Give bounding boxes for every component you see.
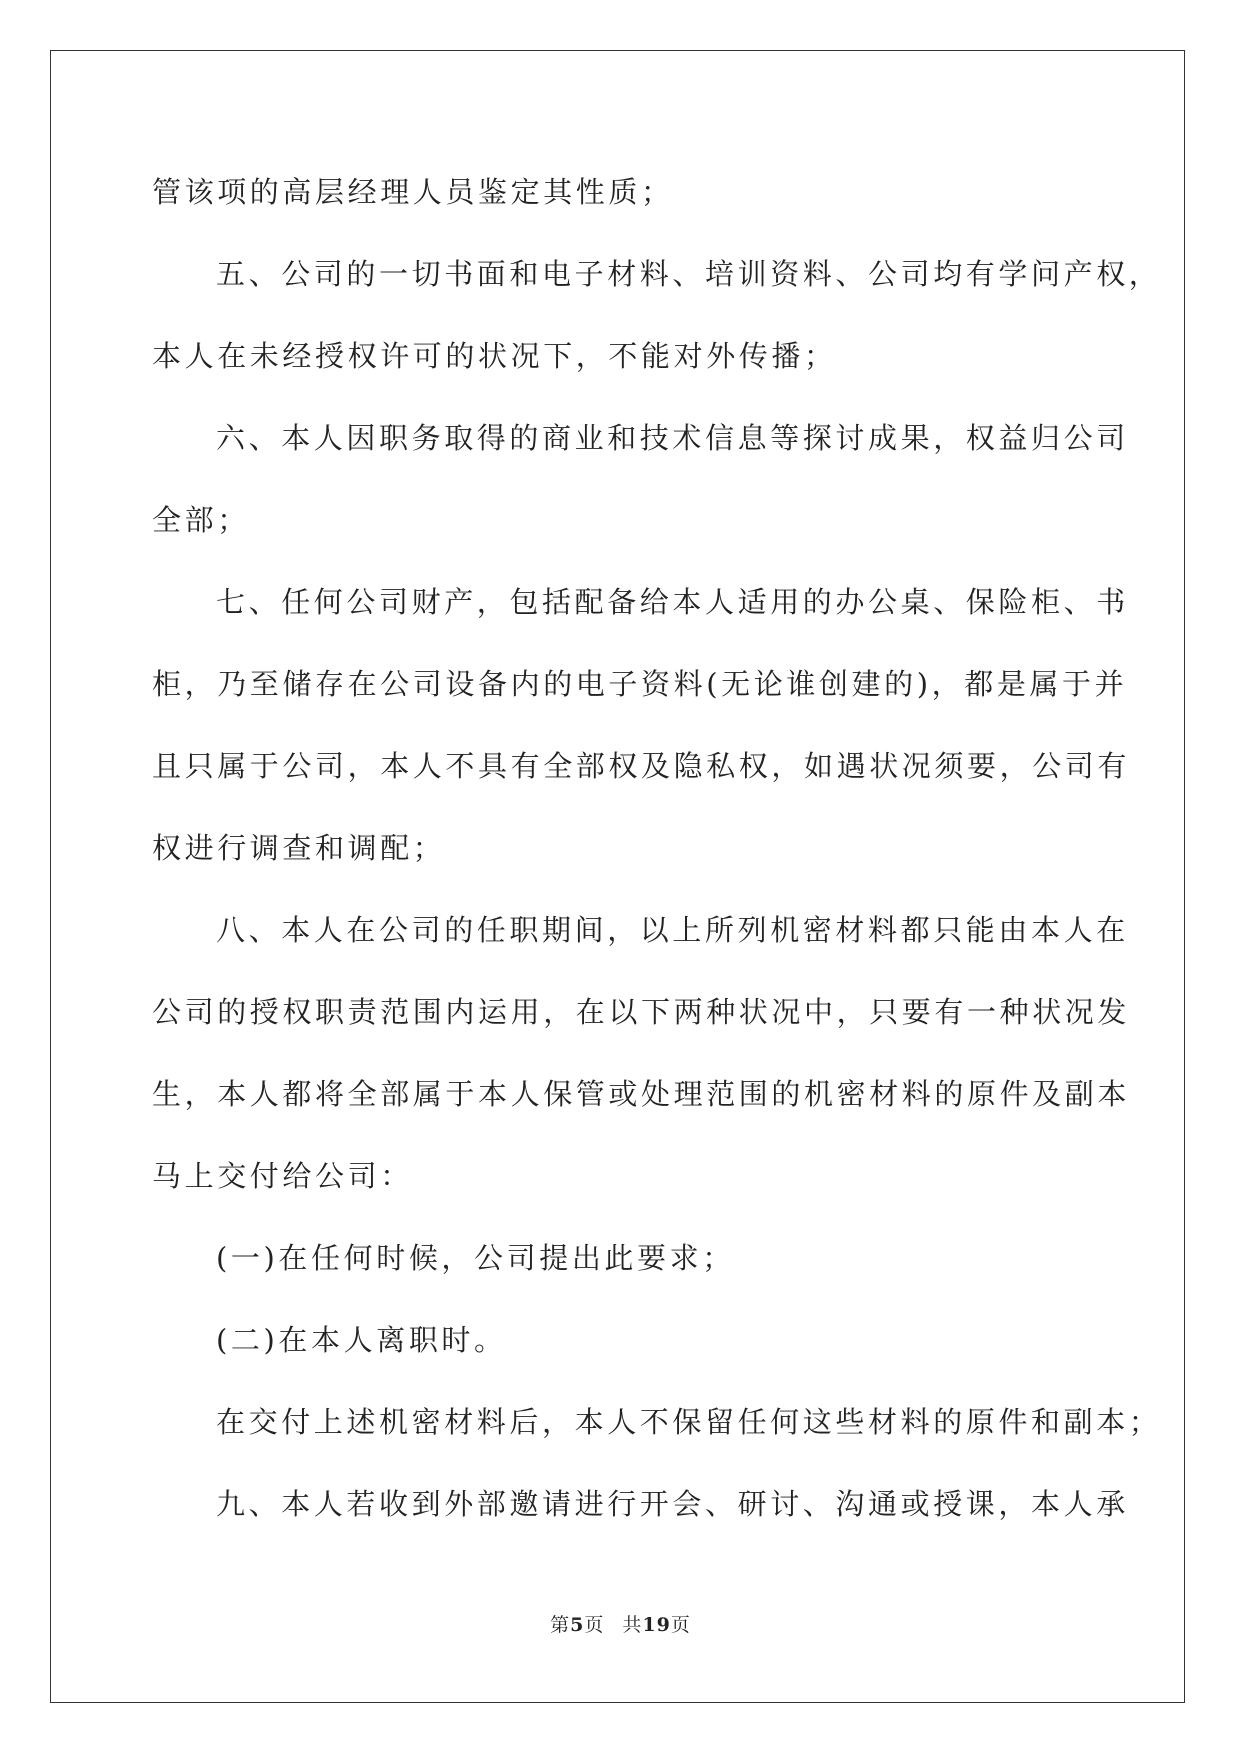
paragraph-line: 八、本人在公司的任职期间，以上所列机密材料都只能由本人在 xyxy=(216,913,1129,947)
footer-page-number: 5 xyxy=(570,1614,585,1636)
footer-total-suffix: 页 xyxy=(670,1614,691,1636)
paragraph-line: 生，本人都将全部属于本人保管或处理范围的机密材料的原件及副本 xyxy=(152,1077,1131,1111)
paragraph-line: 七、任何公司财产，包括配备给本人适用的办公桌、保险柜、书 xyxy=(216,585,1129,619)
document-body xyxy=(152,162,1162,1556)
paragraph-line: 柜，乃至储存在公司设备内的电子资料(无论谁创建的)，都是属于并 xyxy=(152,667,1128,701)
paragraph-line: 全部； xyxy=(152,503,250,537)
paragraph-line: 且只属于公司，本人不具有全部权及隐私权，如遇状况须要，公司有 xyxy=(152,749,1131,783)
paragraph-line: 在交付上述机密材料后，本人不保留任何这些材料的原件和副本； xyxy=(216,1405,1162,1439)
paragraph-line: 公司的授权职责范围内运用，在以下两种状况中，只要有一种状况发 xyxy=(152,995,1131,1029)
paragraph-line: (一)在任何时候，公司提出此要求； xyxy=(216,1241,735,1275)
paragraph-line: 马上交付给公司： xyxy=(152,1159,413,1193)
footer-page-suffix: 页 xyxy=(584,1614,605,1636)
paragraph-line: (二)在本人离职时。 xyxy=(216,1323,507,1357)
footer-total-pages: 19 xyxy=(642,1614,671,1636)
paragraph-line: 六、本人因职务取得的商业和技术信息等探讨成果，权益归公司 xyxy=(216,421,1129,455)
paragraph-line: 本人在未经授权许可的状况下，不能对外传播； xyxy=(152,339,837,373)
paragraph-line: 五、公司的一切书面和电子材料、培训资料、公司均有学问产权， xyxy=(216,257,1162,291)
paragraph-line: 九、本人若收到外部邀请进行开会、研讨、沟通或授课，本人承 xyxy=(216,1487,1129,1521)
paragraph-line: 权进行调查和调配； xyxy=(152,831,446,865)
footer-prefix: 第 xyxy=(550,1614,571,1636)
paragraph-line: 管该项的高层经理人员鉴定其性质； xyxy=(152,175,674,209)
page-footer xyxy=(0,1610,1241,1637)
footer-total-prefix: 共 xyxy=(622,1614,643,1636)
